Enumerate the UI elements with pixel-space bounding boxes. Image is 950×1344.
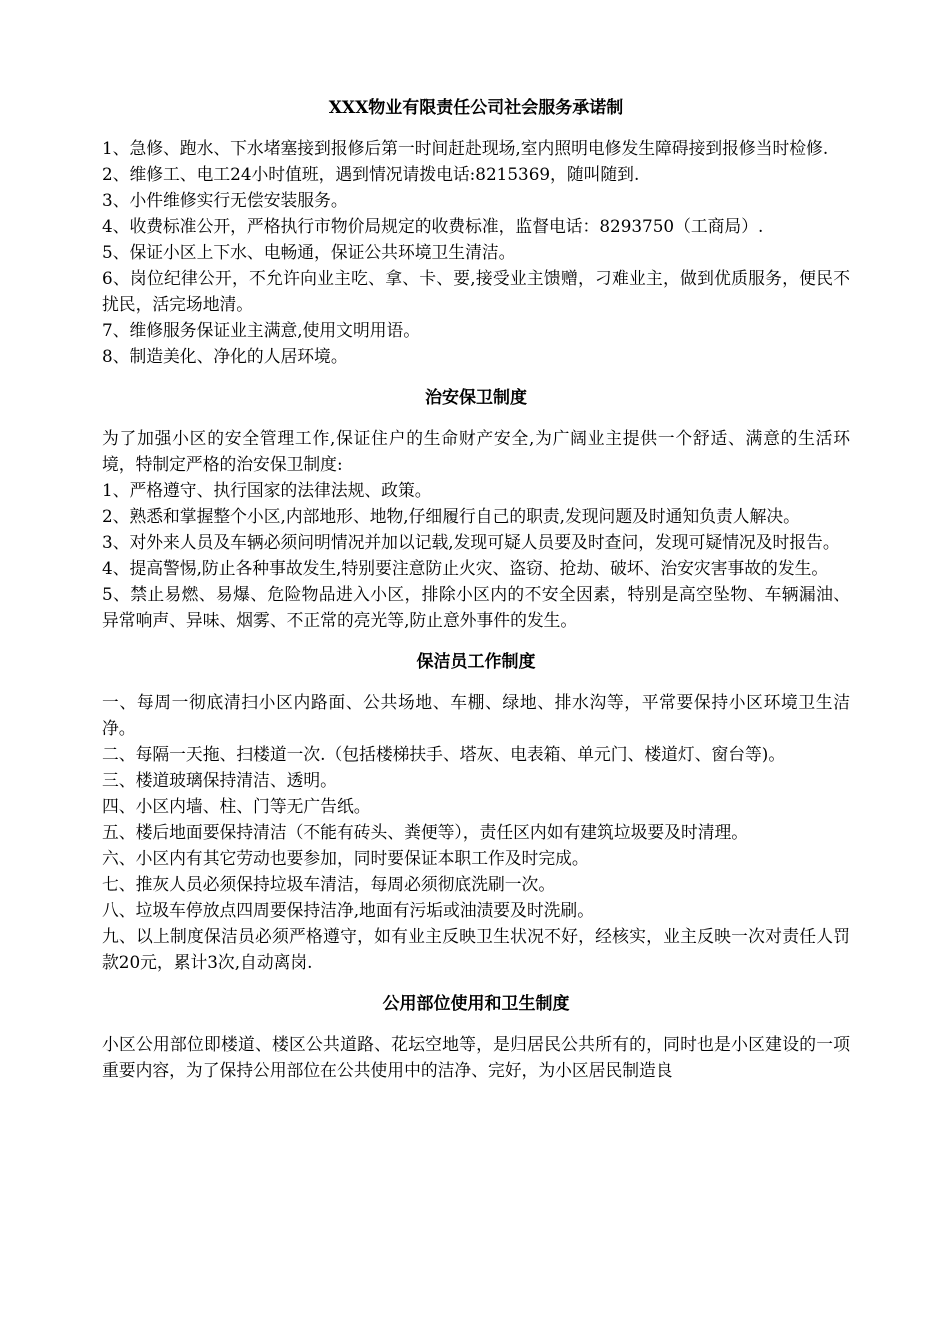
cleaning-item: 九、以上制度保洁员必须严格遵守，如有业主反映卫生状况不好，经核实，业主反映一次对责任人罚款20元，累计3次,自动离岗.: [102, 926, 850, 972]
cleaning-item: 三、楼道玻璃保持清洁、透明。: [102, 770, 337, 790]
cleaning-item: 一、每周一彻底清扫小区内路面、公共场地、车棚、绿地、排水沟等，平常要保持小区环境卫生洁净。: [102, 692, 850, 738]
cleaning-item: 五、楼后地面要保持清洁（不能有砖头、粪便等），责任区内如有建筑垃圾要及时清理。: [102, 822, 749, 842]
commitment-item: 6、岗位纪律公开，不允许向业主吃、拿、卡、要,接受业主馈赠，刁难业主，做到优质服务，便民不扰民，活完场地清。: [102, 268, 850, 314]
commitment-item: 7、维修服务保证业主满意,使用文明用语。: [102, 320, 421, 340]
section-title-public-areas: 公用部位使用和卫生制度: [382, 994, 570, 1014]
commitment-item: 2、维修工、电工24小时值班，遇到情况请拨电话:8215369，随叫随到.: [102, 164, 640, 184]
public-areas-intro: 小区公用部位即楼道、楼区公共道路、花坛空地等，是归居民公共所有的，同时也是小区建设的一项重要内容，为了保持公用部位在公共使用中的洁净、完好，为小区居民制造良: [102, 1034, 850, 1080]
commitment-item: 3、小件维修实行无偿安装服务。: [102, 190, 348, 210]
security-item: 3、对外来人员及车辆必须问明情况并加以记载,发现可疑人员要及时查问，发现可疑情况及时报告。: [102, 532, 840, 552]
cleaning-item: 四、小区内墙、柱、门等无广告纸。: [102, 796, 371, 816]
commitment-item: 8、制造美化、净化的人居环境。: [102, 346, 348, 366]
cleaning-item: 六、小区内有其它劳动也要参加，同时要保证本职工作及时完成。: [102, 848, 589, 868]
commitment-item: 1、急修、跑水、下水堵塞接到报修后第一时间赶赴现场,室内照明电修发生障碍接到报修当时检修.: [102, 138, 829, 158]
section-cleaning: [102, 650, 850, 975]
cleaning-item: 八、垃圾车停放点四周要保持洁净,地面有污垢或油渍要及时洗刷。: [102, 900, 594, 920]
section-service-commitment: [102, 96, 850, 369]
section-public-areas: [102, 992, 850, 1083]
commitment-item: 5、保证小区上下水、电畅通，保证公共环境卫生清洁。: [102, 242, 516, 262]
cleaning-item: 二、每隔一天拖、扫楼道一次.（包括楼梯扶手、塔灰、电表箱、单元门、楼道灯、窗台等)。: [102, 744, 786, 764]
security-item: 4、提高警惕,防止各种事故发生,特别要注意防止火灾、盗窃、抢劫、破坏、治安灾害事故的发生。: [102, 558, 829, 578]
security-item: 1、严格遵守、执行国家的法律法规、政策。: [102, 480, 432, 500]
security-item: 2、熟悉和掌握整个小区,内部地形、地物,仔细履行自己的职责,发现问题及时通知负责人解决。: [102, 506, 800, 526]
security-item: 5、禁止易燃、易爆、危险物品进入小区，排除小区内的不安全因素，特别是高空坠物、车辆漏油、异常响声、异味、烟雾、不正常的亮光等,防止意外事件的发生。: [102, 584, 850, 630]
commitment-item: 4、收费标准公开，严格执行市物价局规定的收费标准，监督电话：8293750（工商局）.: [102, 216, 764, 236]
security-intro: 为了加强小区的安全管理工作,保证住户的生命财产安全,为广阔业主提供一个舒适、满意的生活环境，特制定严格的治安保卫制度:: [102, 428, 850, 474]
section-security: [102, 386, 850, 633]
document-title: XXX物业有限责任公司社会服务承诺制: [328, 98, 624, 118]
section-title-security: 治安保卫制度: [425, 388, 527, 408]
section-title-cleaning: 保洁员工作制度: [416, 652, 536, 672]
cleaning-item: 七、推灰人员必须保持垃圾车清洁，每周必须彻底洗刷一次。: [102, 874, 556, 894]
